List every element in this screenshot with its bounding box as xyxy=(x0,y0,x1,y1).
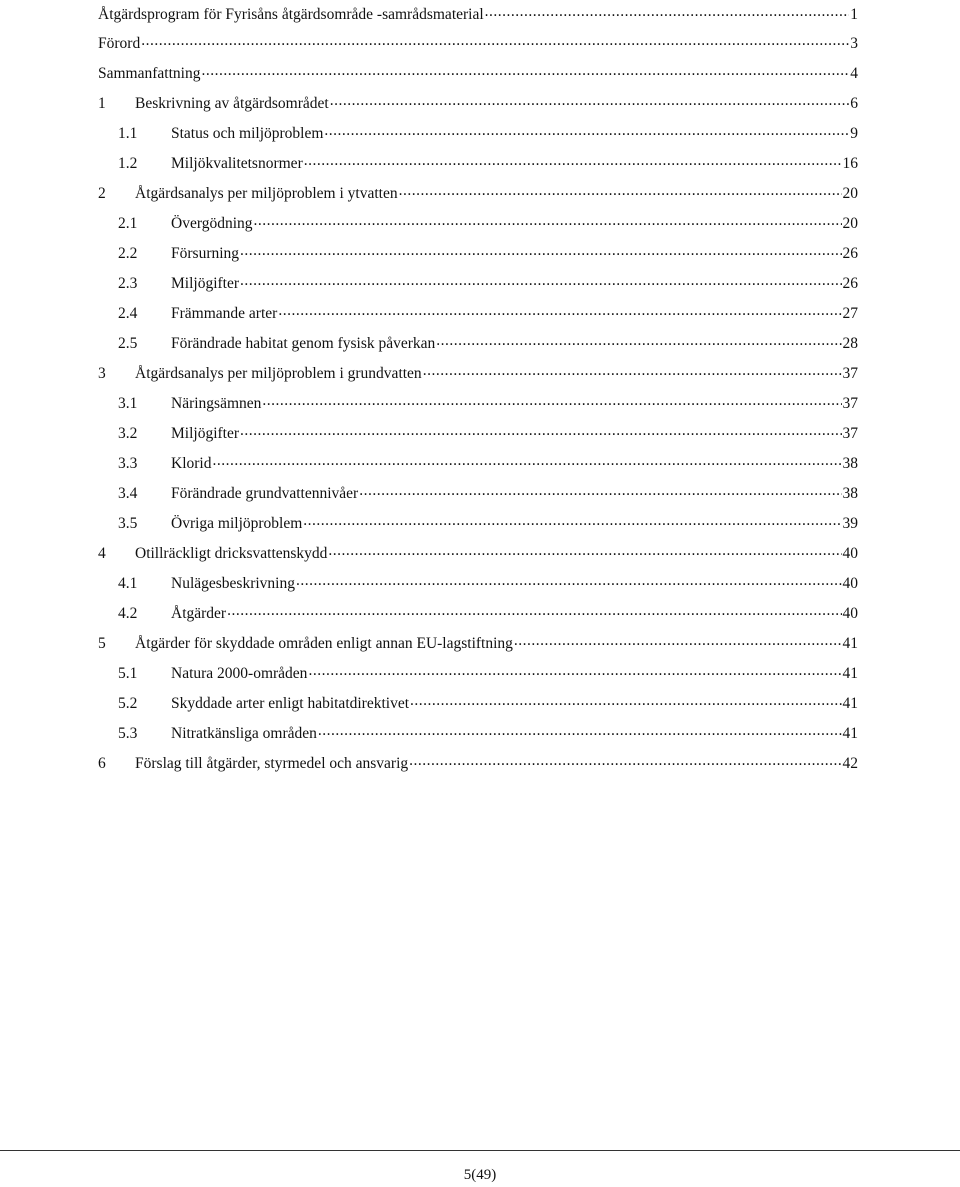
toc-entry-title: Övriga miljöproblem xyxy=(171,515,303,532)
toc-entry-page: 41 xyxy=(842,695,858,712)
toc-entry-number xyxy=(98,425,171,443)
toc-entry[interactable] xyxy=(98,89,858,119)
toc-entry-title: Nulägesbeskrivning xyxy=(171,575,295,592)
toc-entry-number xyxy=(98,365,135,383)
toc-entry-number xyxy=(98,695,171,713)
toc-entry-number xyxy=(98,635,135,653)
toc-entry-number-text: 3.2 xyxy=(118,425,138,442)
toc-entry-page: 4 xyxy=(850,65,858,82)
toc-entry[interactable] xyxy=(98,1,858,29)
toc-entry-title: Främmande arter xyxy=(171,305,278,322)
toc-entry-title: Åtgärdsprogram för Fyrisåns åtgärdsområde -samrådsmaterial xyxy=(98,6,484,23)
toc-dot-leader xyxy=(254,216,842,232)
toc-entry-number-text: 4 xyxy=(98,545,106,562)
toc-dot-leader xyxy=(227,606,841,622)
toc-entry-page: 27 xyxy=(842,305,858,322)
toc-entry-number xyxy=(98,725,171,743)
toc-entry-number xyxy=(98,215,171,233)
toc-entry-number-text: 3.3 xyxy=(118,455,138,472)
toc-dot-leader xyxy=(410,696,841,712)
toc-entry-number-text: 5 xyxy=(98,635,106,652)
toc-entry-page: 6 xyxy=(850,95,858,112)
toc-entry[interactable] xyxy=(98,209,858,239)
toc-dot-leader xyxy=(303,516,841,532)
toc-entry-page: 42 xyxy=(842,755,858,772)
toc-entry-page: 41 xyxy=(842,725,858,742)
toc-entry-page: 41 xyxy=(842,665,858,682)
toc-entry[interactable] xyxy=(98,659,858,689)
toc-entry-number-text: 3 xyxy=(98,365,106,382)
toc-entry-number xyxy=(98,485,171,503)
toc-dot-leader xyxy=(201,66,849,82)
toc-entry[interactable] xyxy=(98,329,858,359)
toc-entry[interactable] xyxy=(98,179,858,209)
toc-entry-page: 20 xyxy=(842,185,858,202)
toc-dot-leader xyxy=(240,426,841,442)
toc-dot-leader xyxy=(278,306,841,322)
toc-dot-leader xyxy=(359,486,841,502)
toc-entry[interactable] xyxy=(98,419,858,449)
table-of-contents xyxy=(98,1,858,779)
toc-entry-title: Åtgärdsanalys per miljöproblem i grundvatten xyxy=(135,365,422,382)
toc-entry-title: Åtgärder xyxy=(171,605,227,622)
toc-dot-leader xyxy=(436,336,841,352)
toc-dot-leader xyxy=(212,456,841,472)
toc-entry-page: 1 xyxy=(850,6,858,23)
toc-entry[interactable] xyxy=(98,29,858,59)
toc-entry-title: Åtgärdsanalys per miljöproblem i ytvatten xyxy=(135,185,398,202)
toc-dot-leader xyxy=(304,156,842,172)
toc-entry-title: Förändrade grundvattennivåer xyxy=(171,485,359,502)
toc-entry-number xyxy=(98,305,171,323)
toc-entry-number xyxy=(98,245,171,263)
toc-entry-number-text: 2.5 xyxy=(118,335,138,352)
toc-entry-page: 39 xyxy=(842,515,858,532)
toc-entry-number xyxy=(98,455,171,473)
toc-entry-number-text: 3.1 xyxy=(118,395,138,412)
toc-entry-number xyxy=(98,605,171,623)
toc-entry[interactable] xyxy=(98,719,858,749)
toc-entry[interactable] xyxy=(98,539,858,569)
toc-entry-title: Natura 2000-områden xyxy=(171,665,308,682)
toc-entry-title: Klorid xyxy=(171,455,212,472)
toc-entry-page: 28 xyxy=(842,335,858,352)
toc-entry-page: 26 xyxy=(842,245,858,262)
toc-entry-page: 3 xyxy=(850,35,858,52)
toc-entry[interactable] xyxy=(98,749,858,779)
toc-entry-page: 9 xyxy=(850,125,858,142)
toc-entry-title: Övergödning xyxy=(171,215,253,232)
toc-dot-leader xyxy=(141,36,849,52)
toc-entry-number-text: 4.1 xyxy=(118,575,138,592)
toc-entry-number xyxy=(98,575,171,593)
toc-entry[interactable] xyxy=(98,509,858,539)
toc-entry-page: 40 xyxy=(842,575,858,592)
toc-dot-leader xyxy=(423,366,842,382)
toc-entry-page: 20 xyxy=(842,215,858,232)
toc-entry-number-text: 5.3 xyxy=(118,725,138,742)
toc-entry-title: Miljögifter xyxy=(171,275,240,292)
toc-entry[interactable] xyxy=(98,239,858,269)
toc-entry-number xyxy=(98,395,171,413)
toc-entry-number xyxy=(98,545,135,563)
toc-entry-number-text: 6 xyxy=(98,755,106,772)
toc-entry[interactable] xyxy=(98,359,858,389)
toc-entry-number-text: 2.4 xyxy=(118,305,138,322)
toc-entry-number-text: 3.4 xyxy=(118,485,138,502)
toc-entry-page: 37 xyxy=(842,395,858,412)
toc-entry-page: 38 xyxy=(842,485,858,502)
toc-entry-page: 26 xyxy=(842,275,858,292)
toc-entry[interactable] xyxy=(98,629,858,659)
toc-entry[interactable] xyxy=(98,269,858,299)
toc-entry-title: Otillräckligt dricksvattenskydd xyxy=(135,545,328,562)
toc-entry-title: Miljögifter xyxy=(171,425,240,442)
toc-dot-leader xyxy=(296,576,842,592)
toc-entry-title: Nitratkänsliga områden xyxy=(171,725,317,742)
toc-entry-number-text: 4.2 xyxy=(118,605,138,622)
toc-entry-title: Förord xyxy=(98,35,141,52)
toc-entry-title: Beskrivning av åtgärdsområdet xyxy=(135,95,329,112)
footer-page-number: 5(49) xyxy=(463,1167,497,1183)
toc-entry[interactable] xyxy=(98,689,858,719)
toc-dot-leader xyxy=(485,7,850,23)
toc-dot-leader xyxy=(324,126,849,142)
toc-entry-number xyxy=(98,665,171,683)
toc-dot-leader xyxy=(240,276,841,292)
toc-dot-leader xyxy=(399,186,842,202)
toc-entry-title: Försurning xyxy=(171,245,240,262)
toc-entry-number xyxy=(98,515,171,533)
toc-entry-number-text: 1 xyxy=(98,95,106,112)
toc-entry-title: Status och miljöproblem xyxy=(171,125,324,142)
toc-entry-number-text: 2 xyxy=(98,185,106,202)
toc-entry-title: Sammanfattning xyxy=(98,65,201,82)
toc-entry[interactable] xyxy=(98,569,858,599)
toc-entry-number-text: 2.3 xyxy=(118,275,138,292)
toc-entry-number xyxy=(98,275,171,293)
toc-entry-page: 16 xyxy=(842,155,858,172)
toc-entry-title: Förändrade habitat genom fysisk påverkan xyxy=(171,335,436,352)
toc-entry[interactable] xyxy=(98,479,858,509)
toc-entry-number-text: 2.1 xyxy=(118,215,138,232)
toc-entry-page: 37 xyxy=(842,365,858,382)
toc-entry-title: Förslag till åtgärder, styrmedel och ansvarig xyxy=(135,755,409,772)
toc-entry-title: Näringsämnen xyxy=(171,395,262,412)
toc-entry-page: 40 xyxy=(842,545,858,562)
toc-entry-number xyxy=(98,155,171,173)
toc-entry-page: 38 xyxy=(842,455,858,472)
toc-entry[interactable] xyxy=(98,449,858,479)
toc-entry[interactable] xyxy=(98,149,858,179)
toc-dot-leader xyxy=(514,636,842,652)
toc-entry[interactable] xyxy=(98,119,858,149)
toc-dot-leader xyxy=(328,546,841,562)
toc-entry-number-text: 2.2 xyxy=(118,245,138,262)
toc-dot-leader xyxy=(240,246,841,262)
toc-entry-page: 40 xyxy=(842,605,858,622)
toc-entry[interactable] xyxy=(98,599,858,629)
toc-entry[interactable] xyxy=(98,59,858,89)
toc-entry-page: 41 xyxy=(842,635,858,652)
toc-entry-number xyxy=(98,755,135,773)
toc-entry-page: 37 xyxy=(842,425,858,442)
toc-entry-title: Skyddade arter enligt habitatdirektivet xyxy=(171,695,410,712)
toc-dot-leader xyxy=(262,396,841,412)
toc-entry[interactable] xyxy=(98,389,858,419)
toc-entry-number xyxy=(98,125,171,143)
toc-entry-number-text: 1.1 xyxy=(118,125,138,142)
toc-entry-number-text: 5.2 xyxy=(118,695,138,712)
toc-entry-number-text: 3.5 xyxy=(118,515,138,532)
footer-divider xyxy=(0,1150,960,1151)
toc-entry-number-text: 5.1 xyxy=(118,665,138,682)
toc-entry-title: Åtgärder för skyddade områden enligt annan EU-lagstiftning xyxy=(135,635,513,652)
toc-entry-number xyxy=(98,335,171,353)
toc-dot-leader xyxy=(308,666,841,682)
toc-entry[interactable] xyxy=(98,299,858,329)
toc-entry-number xyxy=(98,95,135,113)
toc-dot-leader xyxy=(330,96,850,112)
toc-entry-title: Miljökvalitetsnormer xyxy=(171,155,303,172)
toc-entry-number xyxy=(98,185,135,203)
toc-entry-number-text: 1.2 xyxy=(118,155,138,172)
toc-dot-leader xyxy=(318,726,842,742)
toc-dot-leader xyxy=(409,756,841,772)
